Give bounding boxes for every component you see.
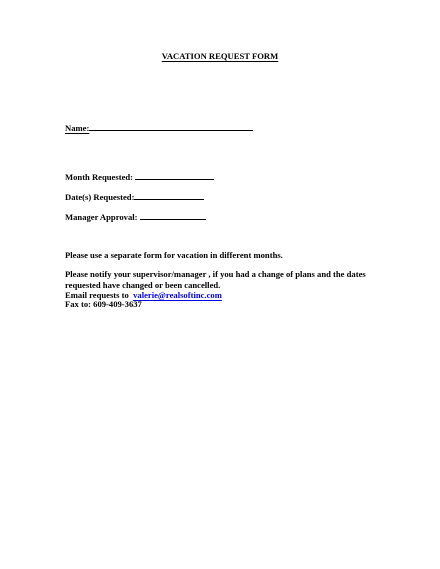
- notify-note-line-1: Please notify your supervisor/manager , if you had a change of plans and the dates: [65, 269, 366, 279]
- month-requested-field: [65, 170, 214, 183]
- separate-form-note: Please use a separate form for vacation in different months.: [65, 250, 283, 260]
- dates-requested-field: [65, 190, 204, 203]
- name-label: Name:: [65, 123, 90, 133]
- name-blank-line: [89, 121, 253, 131]
- form-title: VACATION REQUEST FORM: [161, 51, 279, 61]
- name-field: [65, 121, 253, 134]
- email-link[interactable]: valerie@realsoftinc.com: [133, 290, 222, 300]
- notify-note-line-2: requested have changed or been cancelled.: [65, 280, 221, 290]
- manager-approval-label: Manager Approval:: [65, 212, 138, 222]
- month-requested-label: Month Requested:: [65, 172, 134, 182]
- fax-line: Fax to: 609-409-3637: [65, 299, 142, 309]
- month-requested-blank-line: [135, 170, 214, 180]
- manager-approval-field: [65, 210, 206, 223]
- email-label: Email requests to: [65, 290, 129, 300]
- dates-requested-blank-line: [134, 190, 204, 200]
- manager-approval-blank-line: [140, 210, 206, 220]
- dates-requested-label: Date(s) Requested:: [65, 192, 135, 202]
